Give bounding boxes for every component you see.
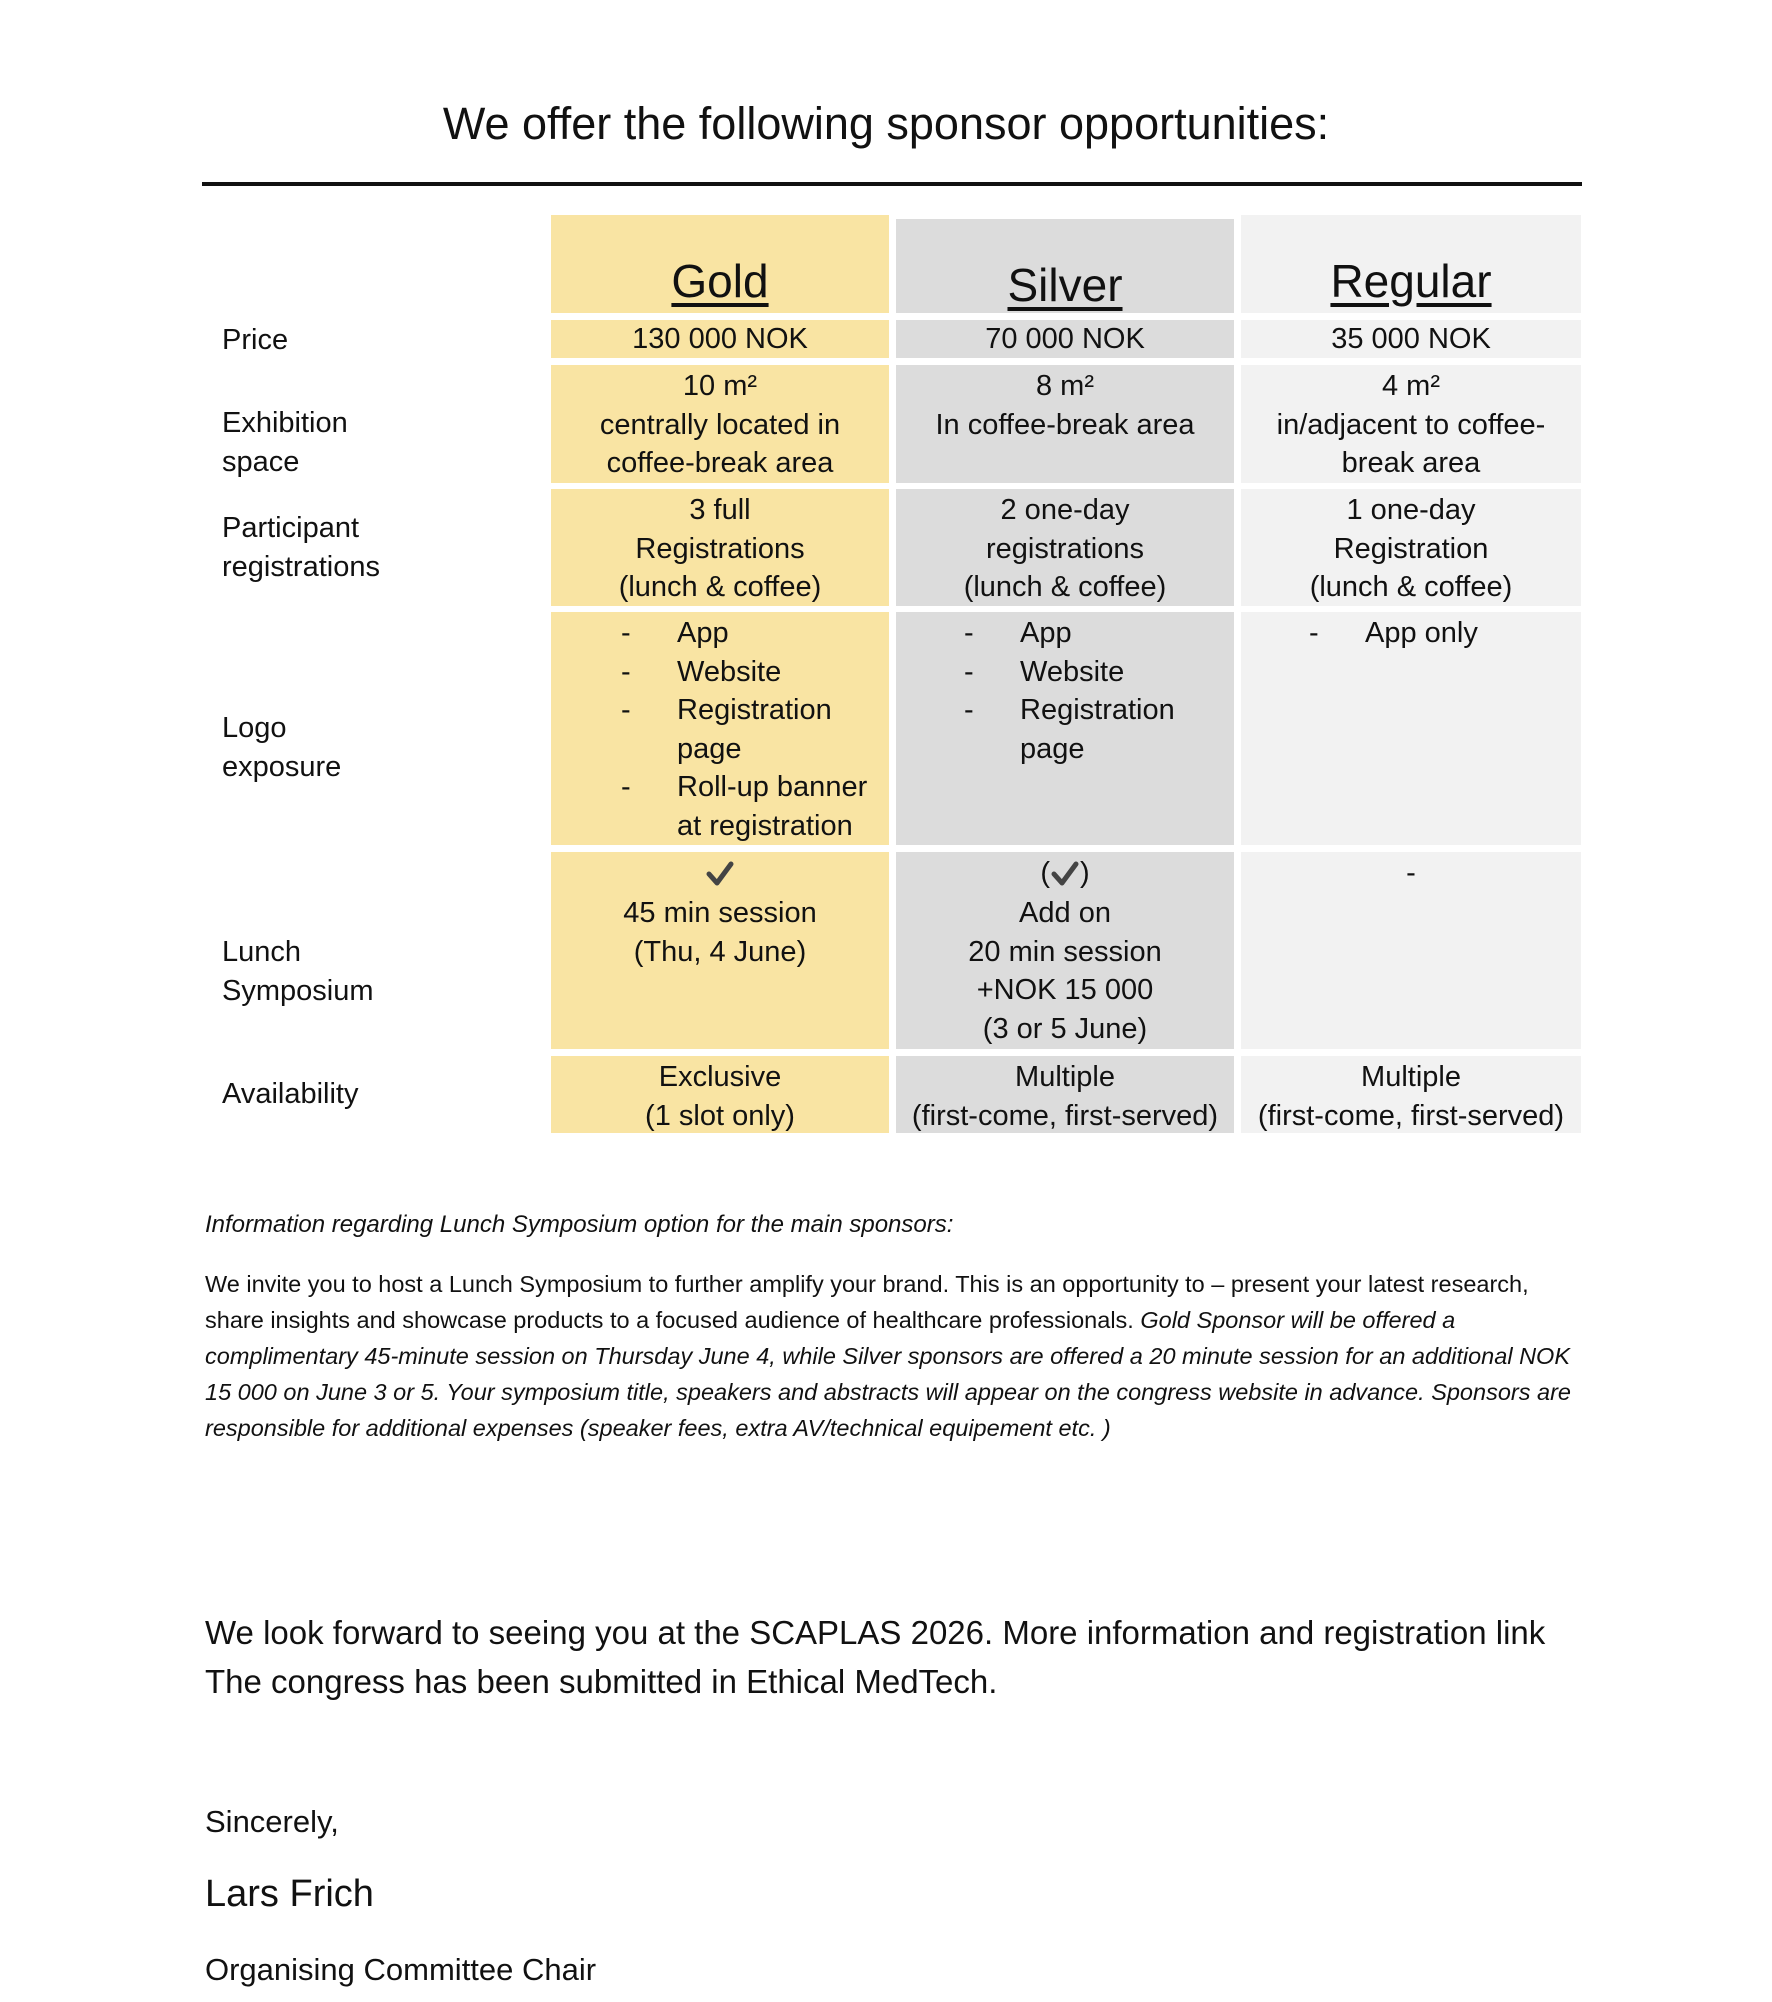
lunch-info-italic-text: Gold Sponsor will be offered a complimentary 45-minute session on Thursday June 4, while Silver sponsors are offered a 20 minute session for an additional NOK 15 000 on June 3 or 5. Your symposium title, speakers and abstracts will appear on the congress website in advance. Sponsors are responsible for additional expenses (speaker fees, extra AV/technical equipement etc. ) — [205, 1307, 1571, 1441]
tier-gold-header: Gold — [551, 215, 889, 313]
lunch-info-text: We invite you to host a Lunch Symposium to further amplify your brand. This is an opportunity to – present your latest research, share insights and showcase products to a focused audience of healthcare professionals. — [205, 1271, 1529, 1333]
tier-silver-header: Silver — [896, 219, 1234, 313]
silver-reg-line1: registrations — [986, 532, 1144, 565]
tier-regular-header: Regular — [1241, 215, 1581, 313]
silver-logo-list — [964, 614, 1234, 768]
title-divider — [202, 182, 1582, 186]
page-title: We offer the following sponsor opportunities: — [442, 98, 1330, 149]
row-label-logo: Logo exposure — [222, 712, 342, 783]
gold-avail-line2: (1 slot only) — [645, 1099, 795, 1132]
regular-registrations — [1241, 489, 1581, 606]
gold-avail-line1: Exclusive — [658, 1061, 782, 1093]
silver-registrations — [896, 489, 1234, 606]
row-label-price: Price — [222, 324, 289, 356]
gold-reg-line1: Registrations — [635, 532, 805, 565]
list-item: - Roll-up banner at registration — [621, 771, 868, 842]
regular-space-line1: in/adjacent to coffee- — [1276, 408, 1546, 441]
lunch-info-paragraph — [205, 1266, 1585, 1446]
gold-lunch-line2: (Thu, 4 June) — [633, 935, 807, 968]
closing-line1: We look forward to seeing you at the SCAPLAS 2026. More information and registration link — [205, 1614, 1546, 1651]
silver-space-line1: In coffee-break area — [935, 408, 1195, 441]
check-icon — [1050, 859, 1080, 889]
silver-avail-line2: (first-come, first-served) — [911, 1099, 1219, 1132]
regular-avail-line1: Multiple — [1361, 1061, 1461, 1093]
gold-logo — [551, 612, 889, 845]
check-icon — [705, 859, 735, 889]
silver-availability — [896, 1056, 1234, 1133]
regular-exhibition — [1241, 365, 1581, 483]
gold-space-size: 10 m² — [682, 370, 758, 402]
row-label-participants — [222, 509, 380, 586]
closing-text — [205, 1608, 1625, 1706]
regular-reg-line2: (lunch & coffee) — [1309, 571, 1513, 603]
silver-lunch-line2: 20 min session — [968, 935, 1162, 968]
gold-availability — [551, 1056, 889, 1133]
silver-exhibition — [896, 365, 1234, 483]
gold-lunch — [551, 852, 889, 1049]
list-item: - Registration page — [621, 694, 832, 765]
gold-space-line2: coffee-break area — [606, 447, 834, 479]
silver-space-size: 8 m² — [1036, 370, 1094, 402]
regular-avail-line2: (first-come, first-served) — [1257, 1099, 1565, 1132]
silver-reg-line2: (lunch & coffee) — [963, 571, 1167, 603]
gold-lunch-line1: 45 min session — [623, 897, 817, 929]
row-label-availability: Availability — [222, 1078, 359, 1110]
silver-lunch-line1: Add on — [1019, 897, 1111, 929]
regular-lunch — [1241, 852, 1581, 1049]
list-item: - App — [964, 617, 1072, 649]
regular-price: 35 000 NOK — [1241, 320, 1581, 358]
silver-price: 70 000 NOK — [896, 320, 1234, 358]
gold-reg-line2: (lunch & coffee) — [618, 571, 822, 603]
gold-registrations — [551, 489, 889, 606]
regular-logo-list — [1309, 614, 1581, 653]
row-label-lunch: Lunch Symposium — [222, 936, 374, 1007]
regular-reg-count: 1 one-day — [1346, 494, 1476, 526]
silver-logo — [896, 612, 1234, 845]
gold-space-line1: centrally located in — [599, 408, 841, 441]
signer-role: Organising Committee Chair — [205, 1952, 597, 1987]
list-item: - App — [621, 617, 729, 649]
list-item: - Registration page — [964, 694, 1175, 765]
gold-reg-count: 3 full — [689, 494, 751, 526]
silver-lunch: ( ) Add on 20 min session +NOK 15 000 (3 or 5 June) — [896, 852, 1234, 1049]
gold-logo-list — [621, 614, 889, 845]
silver-reg-count: 2 one-day — [1000, 494, 1130, 526]
row-label-exhibition: Exhibition space — [222, 407, 348, 478]
closing-line2: The congress has been submitted in Ethical MedTech. — [205, 1663, 998, 1700]
silver-avail-line1: Multiple — [1015, 1061, 1115, 1093]
silver-lunch-line3: +NOK 15 000 — [976, 974, 1154, 1006]
regular-space-size: 4 m² — [1382, 370, 1440, 402]
list-item: - Website — [964, 655, 1125, 688]
signer-name: Lars Frich — [205, 1873, 374, 1915]
gold-exhibition — [551, 365, 889, 483]
row-label-participants-line1: Participant — [222, 512, 360, 544]
regular-logo — [1241, 612, 1581, 845]
list-item: - Website — [621, 655, 782, 688]
sign-off: Sincerely, — [205, 1804, 339, 1839]
silver-lunch-line4: (3 or 5 June) — [982, 1012, 1148, 1045]
list-item: - App only — [1309, 617, 1478, 649]
regular-reg-line1: Registration — [1333, 532, 1489, 565]
regular-space-line2: break area — [1341, 447, 1481, 479]
gold-price: 130 000 NOK — [551, 320, 889, 358]
row-label-participants-line2: registrations — [222, 550, 380, 583]
lunch-info-heading: Information regarding Lunch Symposium option for the main sponsors: — [205, 1211, 954, 1238]
regular-lunch-value: - — [1406, 857, 1416, 889]
regular-availability — [1241, 1056, 1581, 1133]
